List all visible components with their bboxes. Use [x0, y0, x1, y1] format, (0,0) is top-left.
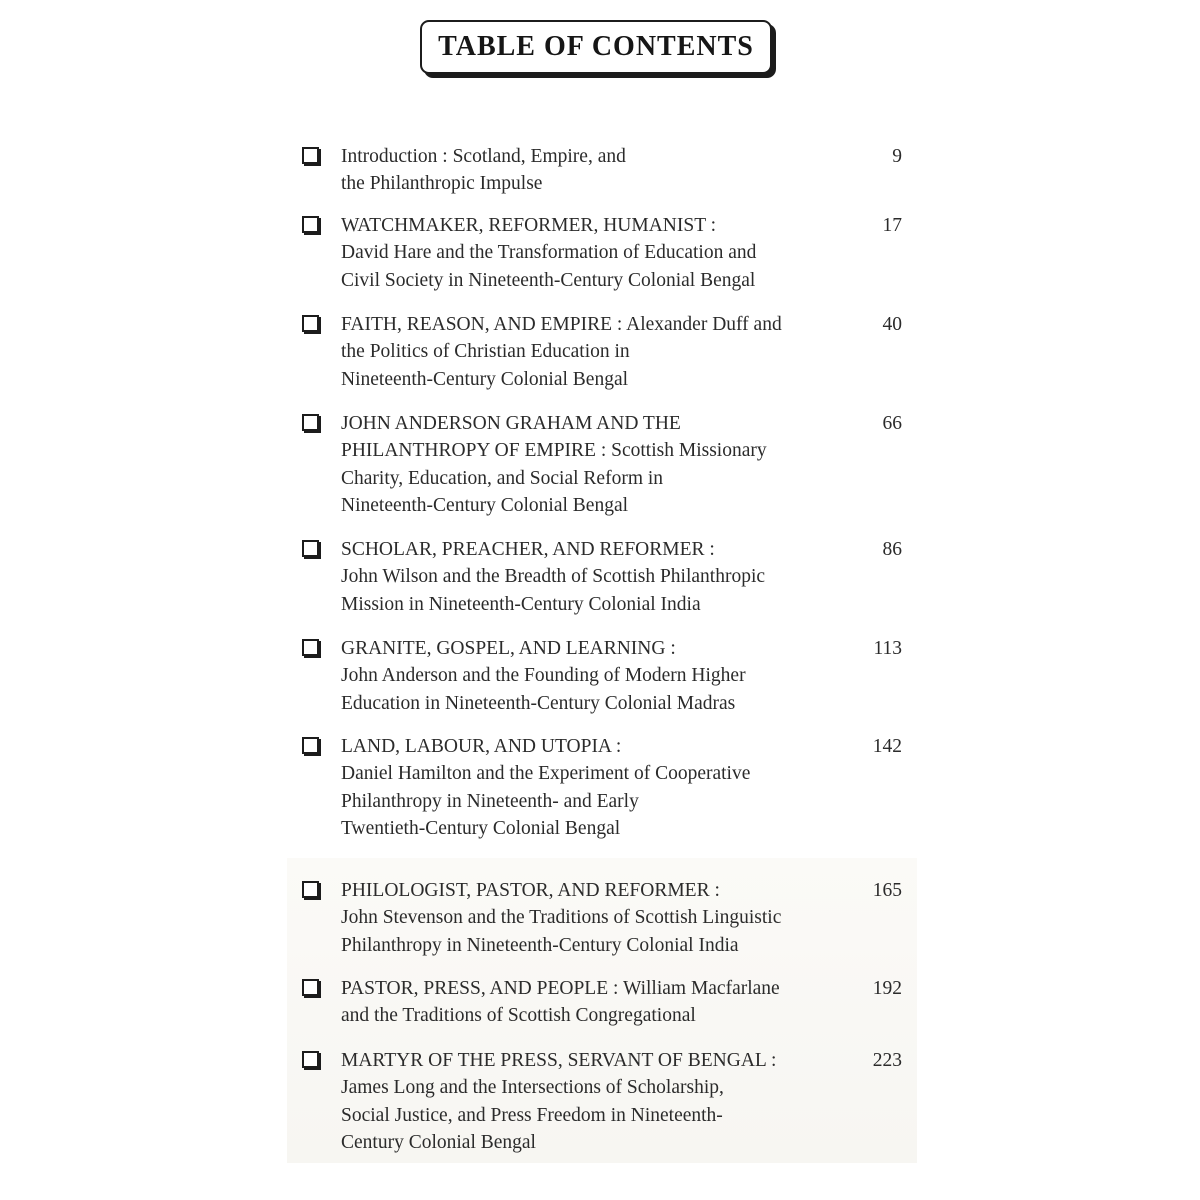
checkbox-bullet-icon [302, 1051, 319, 1068]
toc-entry-title [341, 635, 841, 717]
toc-entry-line: Social Justice, and Press Freedom in Nineteenth- [341, 1104, 723, 1126]
checkbox-bullet-icon [302, 414, 319, 431]
toc-entry-line: David Hare and the Transformation of Education and [341, 242, 757, 264]
toc-page-number: 86 [882, 539, 902, 560]
toc-entry-line: PASTOR, PRESS, AND PEOPLE : William Macfarlane [341, 978, 780, 999]
toc-entry-title [341, 975, 841, 1030]
toc-entry-line: Twentieth-Century Colonial Bengal [341, 817, 621, 839]
checkbox-bullet-icon [302, 979, 319, 996]
page-title: TABLE OF CONTENTS [438, 31, 754, 62]
checkbox-bullet-icon [302, 881, 319, 898]
toc-entry-title [341, 1047, 841, 1156]
toc-entry-title [341, 410, 841, 519]
toc-page-number: 66 [882, 413, 902, 434]
toc-entry-line: Nineteenth-Century Colonial Bengal [341, 494, 629, 516]
toc-entry-line: Charity, Education, and Social Reform in [341, 467, 664, 489]
toc-entry-line: PHILANTHROPY OF EMPIRE : Scottish Missionary [341, 440, 767, 462]
toc-entry-line: GRANITE, GOSPEL, AND LEARNING : [341, 638, 676, 659]
toc-entry-line: Mission in Nineteenth-Century Colonial India [341, 593, 701, 615]
toc-entry-line: LAND, LABOUR, AND UTOPIA : [341, 736, 622, 757]
toc-entry-title [341, 212, 841, 294]
toc-entry-title [341, 877, 841, 959]
toc-page-number: 17 [882, 215, 902, 236]
toc-entry-line: Civil Society in Nineteenth-Century Colonial Bengal [341, 269, 756, 291]
toc-entry-title [341, 733, 841, 842]
checkbox-bullet-icon [302, 737, 319, 754]
checkbox-bullet-icon [302, 315, 319, 332]
toc-entry-line: the Politics of Christian Education in [341, 341, 630, 363]
toc-page-number: 223 [872, 1050, 902, 1071]
toc-page-number: 192 [872, 978, 902, 999]
toc-entry-title [341, 536, 841, 618]
toc-entry-line: Century Colonial Bengal [341, 1131, 536, 1153]
toc-page-number: 9 [892, 146, 902, 167]
checkbox-bullet-icon [302, 540, 319, 557]
toc-entry-line: John Stevenson and the Traditions of Scottish Linguistic [341, 907, 782, 929]
toc-entry-line: and the Traditions of Scottish Congregational [341, 1005, 696, 1027]
checkbox-bullet-icon [302, 639, 319, 656]
toc-page-number: 165 [872, 880, 902, 901]
checkbox-bullet-icon [302, 147, 319, 164]
checkbox-bullet-icon [302, 216, 319, 233]
toc-entry-line: John Wilson and the Breadth of Scottish Philanthropic [341, 566, 766, 588]
toc-entry-line: MARTYR OF THE PRESS, SERVANT OF BENGAL : [341, 1050, 777, 1071]
toc-entry-line: PHILOLOGIST, PASTOR, AND REFORMER : [341, 880, 720, 901]
toc-entry-line: John Anderson and the Founding of Modern Higher [341, 665, 746, 687]
toc-page-number: 142 [872, 736, 902, 757]
toc-entry-line: WATCHMAKER, REFORMER, HUMANIST : [341, 215, 717, 236]
toc-entry-line: FAITH, REASON, AND EMPIRE : Alexander Duff and [341, 314, 782, 335]
toc-entry-title [341, 311, 841, 393]
toc-entry-line: Philanthropy in Nineteenth- and Early [341, 790, 639, 812]
toc-entry-title [341, 143, 841, 198]
toc-entry-line: Education in Nineteenth-Century Colonial Madras [341, 692, 736, 714]
toc-entry-line: the Philanthropic Impulse [341, 173, 543, 195]
toc-entry-line: Nineteenth-Century Colonial Bengal [341, 368, 629, 390]
toc-entry-line: JOHN ANDERSON GRAHAM AND THE [341, 413, 681, 434]
toc-entry-line: Daniel Hamilton and the Experiment of Cooperative [341, 763, 751, 785]
toc-page-number: 40 [882, 314, 902, 335]
toc-entry-line: Philanthropy in Nineteenth-Century Colonial India [341, 934, 739, 956]
toc-page-number: 113 [873, 638, 902, 659]
title-frame [420, 20, 772, 74]
toc-entry-line: SCHOLAR, PREACHER, AND REFORMER : [341, 539, 715, 560]
toc-entry-line: Introduction : Scotland, Empire, and [341, 146, 626, 167]
toc-entry-line: James Long and the Intersections of Scholarship, [341, 1077, 724, 1099]
